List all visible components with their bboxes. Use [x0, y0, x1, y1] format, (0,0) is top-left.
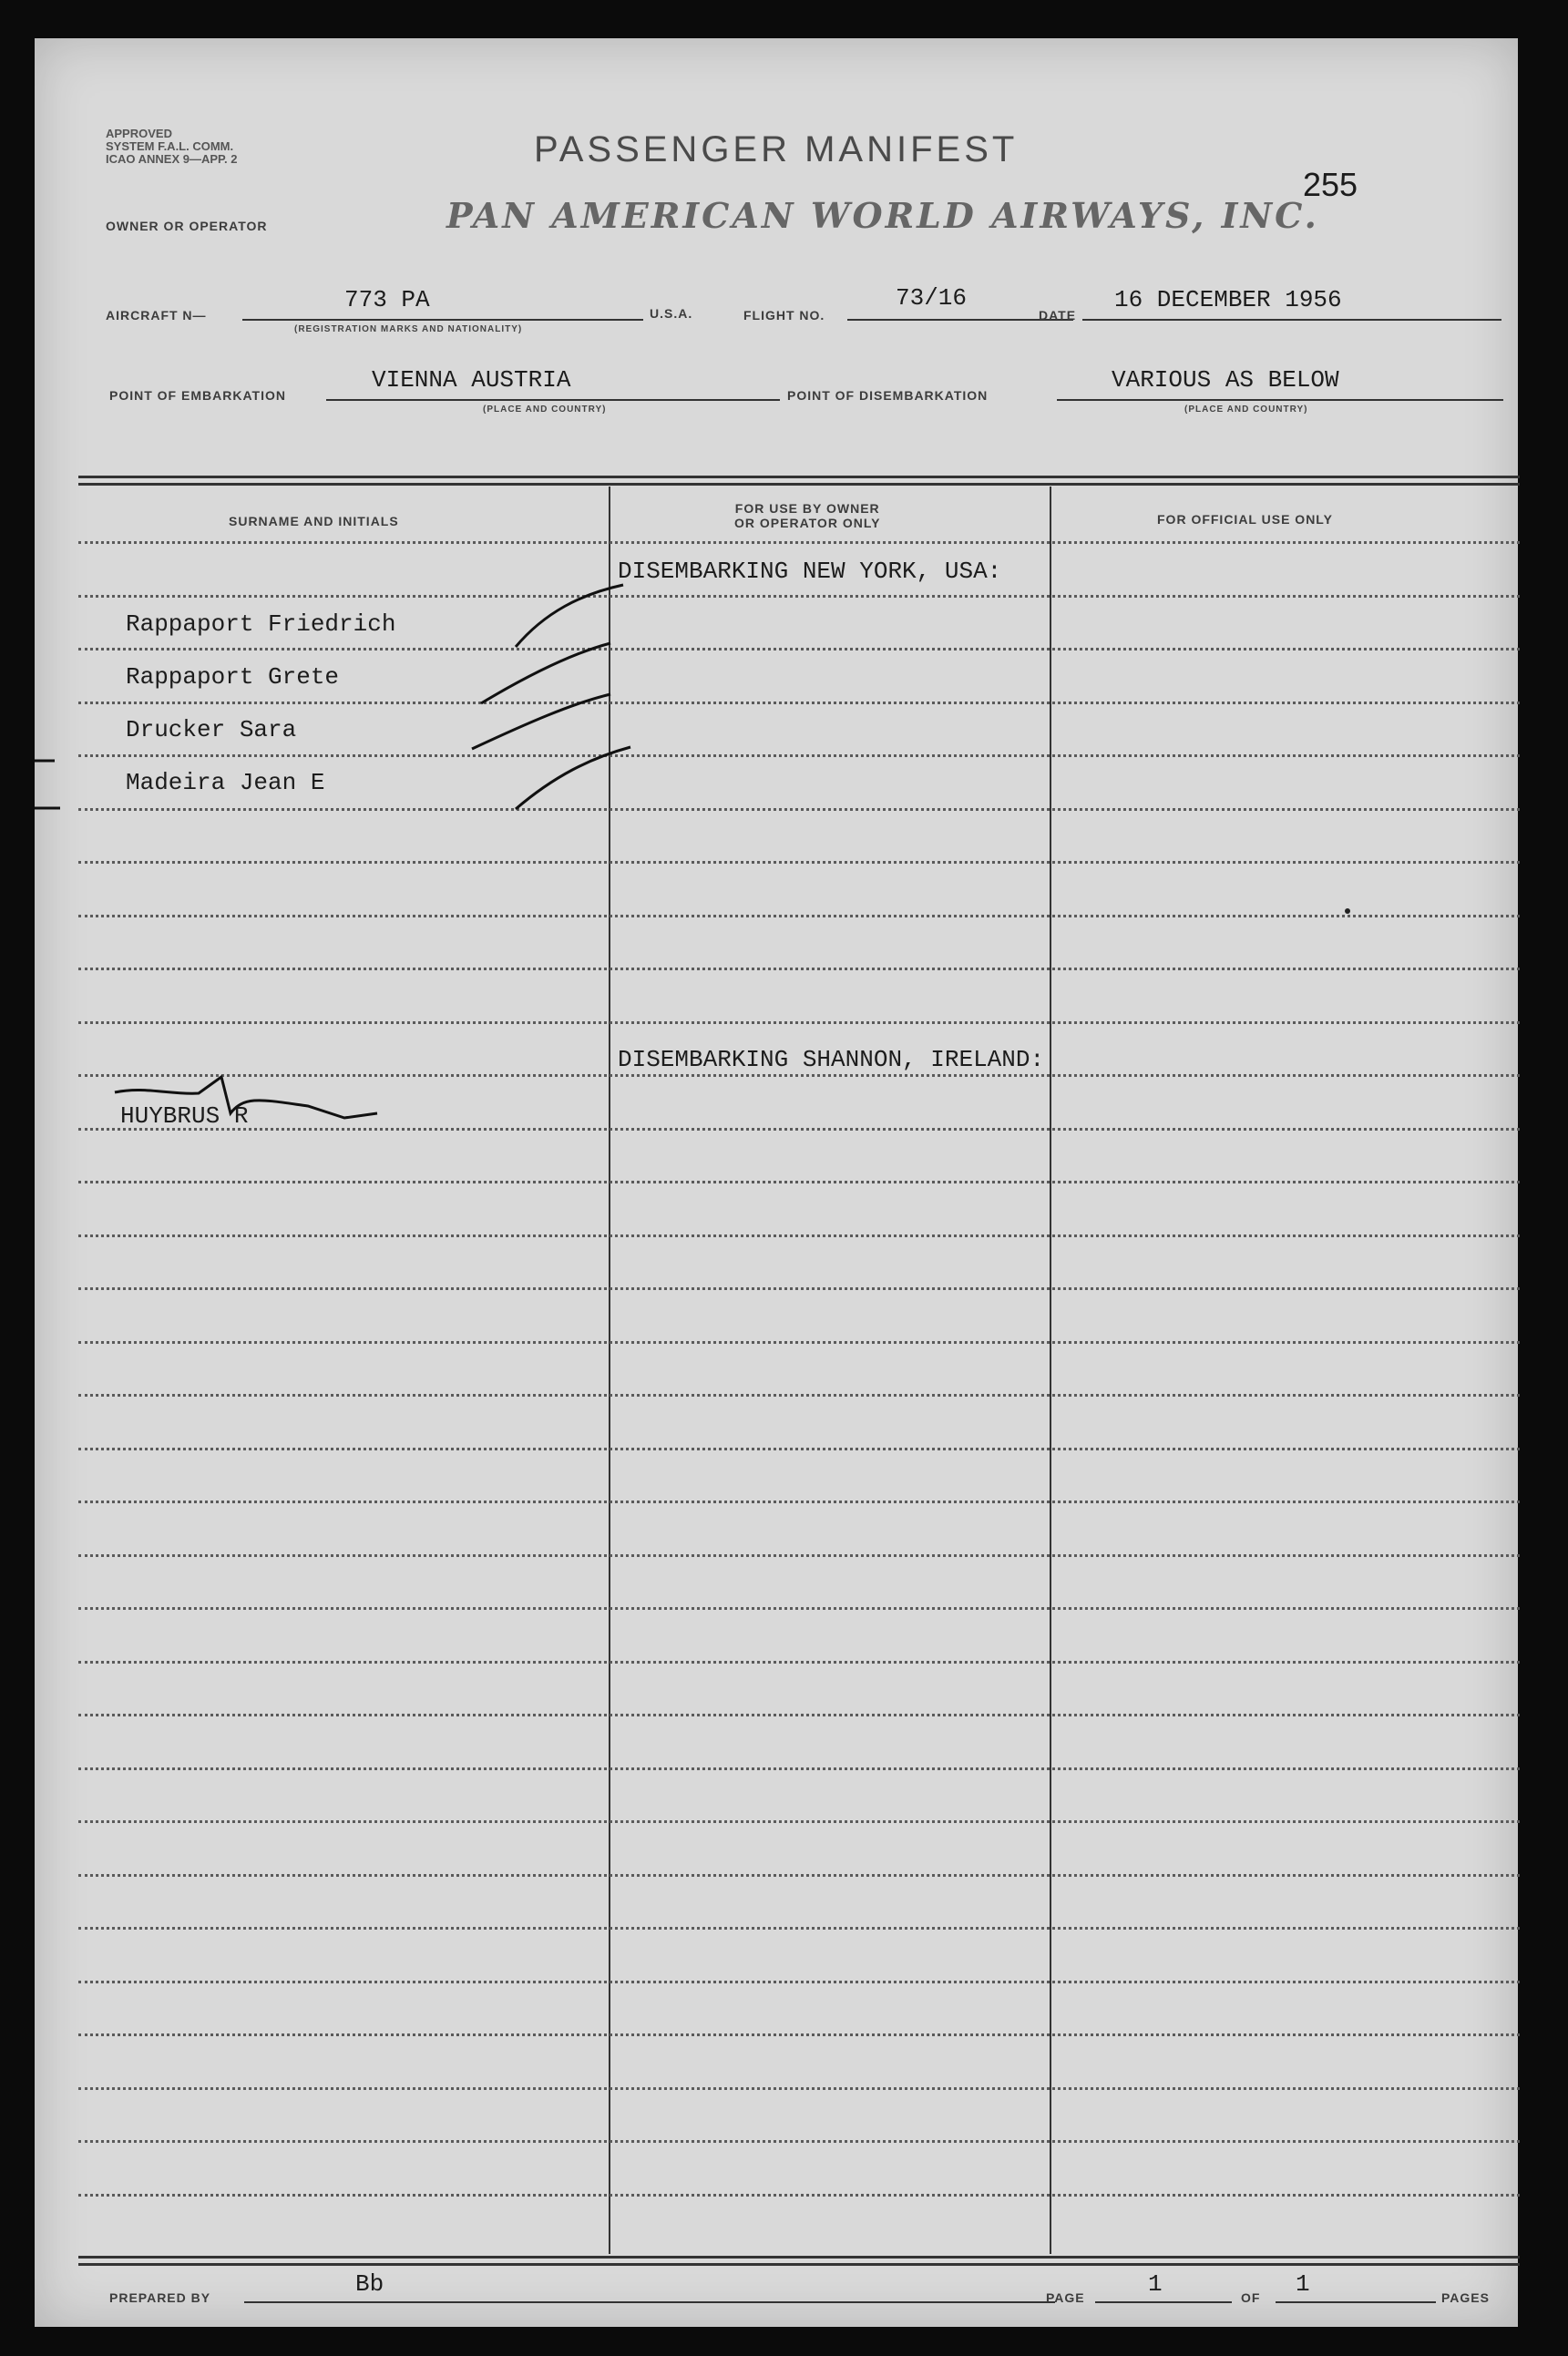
disembarkation-label: POINT OF DISEMBARKATION — [787, 388, 989, 403]
owner-use-line: FOR USE BY OWNER — [734, 501, 880, 516]
embarkation-value: VIENNA AUSTRIA — [372, 366, 571, 394]
date-label: DATE — [1039, 308, 1077, 323]
operator-label: OWNER OR OPERATOR — [106, 219, 268, 233]
prepared-by-value: Bb — [355, 2270, 384, 2298]
column-header-surname: SURNAME AND INITIALS — [229, 514, 399, 528]
embarkation-caption: (PLACE AND COUNTRY) — [483, 405, 607, 415]
embarkation-label: POINT OF EMBARKATION — [109, 388, 286, 403]
document-title: PASSENGER MANIFEST — [534, 129, 1019, 169]
operator-name: PAN AMERICAN WORLD AIRWAYS, INC. — [446, 195, 1319, 236]
owner-use-line: OR OPERATOR ONLY — [734, 516, 881, 530]
pages-value: 1 — [1296, 2270, 1310, 2298]
approval-line: SYSTEM F.A.L. COMM. — [106, 139, 234, 153]
date-value: 16 DECEMBER 1956 — [1114, 286, 1342, 313]
registration-caption: (REGISTRATION MARKS AND NATIONALITY) — [294, 324, 523, 334]
approval-line: APPROVED — [106, 127, 172, 140]
column-header-official-use: FOR OFFICIAL USE ONLY — [1157, 512, 1333, 527]
page-value: 1 — [1148, 2270, 1163, 2298]
usa-label: U.S.A. — [650, 306, 693, 321]
passenger-name: HUYBRUS R — [120, 1102, 249, 1130]
of-label: OF — [1241, 2290, 1261, 2305]
manifest-sheet — [35, 38, 1518, 2327]
disembarkation-caption: (PLACE AND COUNTRY) — [1184, 405, 1308, 415]
handwritten-check-marks — [35, 38, 1518, 2327]
passenger-name: Drucker Sara — [126, 716, 297, 743]
flight-label: FLIGHT NO. — [743, 308, 825, 323]
passenger-name: Rappaport Grete — [126, 663, 340, 691]
aircraft-label: AIRCRAFT N— — [106, 308, 207, 323]
prepared-by-label: PREPARED BY — [109, 2290, 211, 2305]
section-note-new-york: DISEMBARKING NEW YORK, USA: — [618, 558, 1002, 585]
section-note-shannon: DISEMBARKING SHANNON, IRELAND: — [618, 1046, 1045, 1073]
sheet-number: 255 — [1303, 166, 1358, 203]
passenger-name: Rappaport Friedrich — [126, 610, 396, 638]
disembarkation-value: VARIOUS AS BELOW — [1112, 366, 1339, 394]
flight-value: 73/16 — [896, 284, 968, 312]
pages-label: PAGES — [1441, 2290, 1490, 2305]
approval-line: ICAO ANNEX 9—APP. 2 — [106, 152, 238, 166]
page-label: PAGE — [1046, 2290, 1085, 2305]
passenger-name: Madeira Jean E — [126, 769, 325, 796]
aircraft-value: 773 PA — [344, 286, 430, 313]
